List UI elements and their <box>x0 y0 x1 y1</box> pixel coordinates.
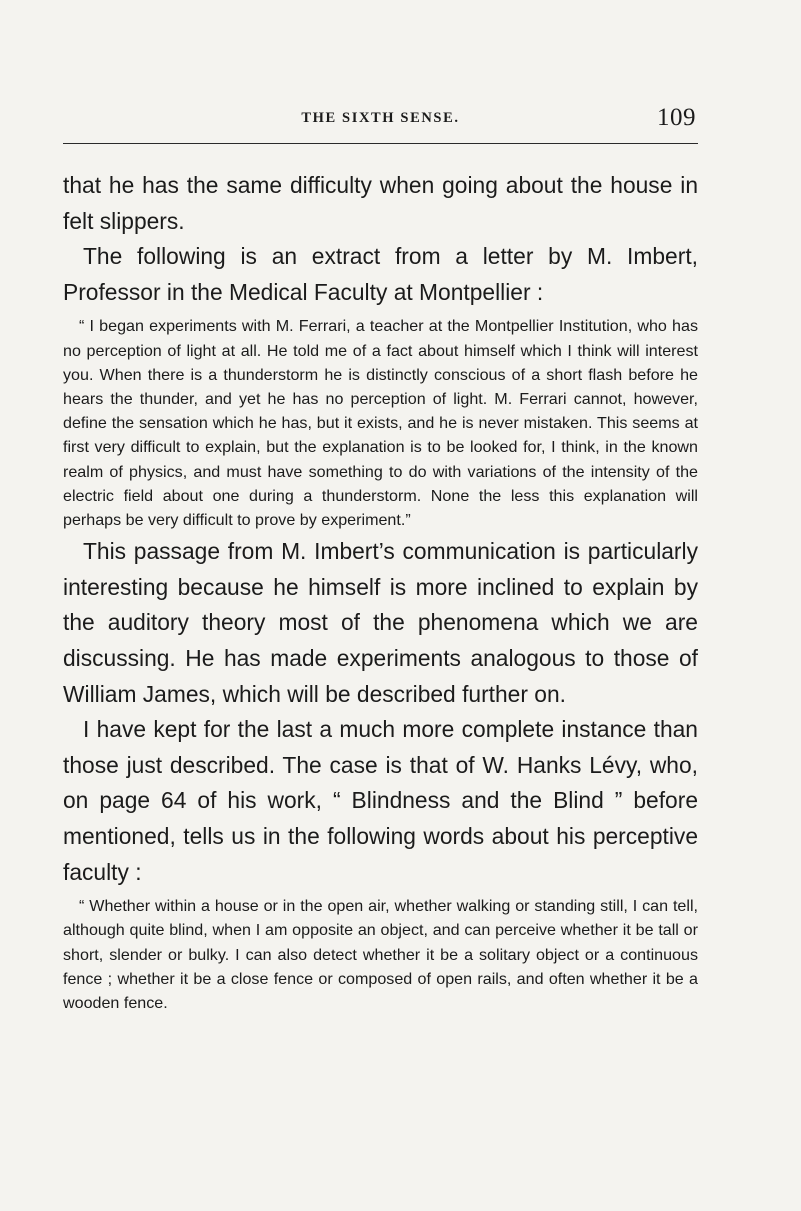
page-number: 109 <box>657 104 696 131</box>
paragraph-levy-intro: I have kept for the last a much more complete instance than those just described. The case is that of W. Hanks Lévy, who, on page 64 of his work, “ Blindness and the Blind ” before mentioned, tells us in the following words about his perceptive faculty : <box>63 716 698 885</box>
paragraph-letter-intro: The following is an extract from a letter by M. Imbert, Professor in the Medical Faculty at Montpellier : <box>63 243 698 305</box>
paragraph-continuation: that he has the same difficulty when going about the house in felt slippers. <box>63 172 698 234</box>
paragraph-imbert-commentary: This passage from M. Imbert’s communication is particularly interesting because he himself is more inclined to explain by the auditory theory most of the phenomena which we are discussing. He has made experiments analogous to those of William James, which will be described further on. <box>63 538 698 707</box>
running-title: THE SIXTH SENSE. <box>301 110 460 126</box>
running-head <box>63 104 698 140</box>
header-rule <box>63 143 698 144</box>
quote-levy: “ Whether within a house or in the open air, whether walking or standing still, I can tell, although quite blind, when I am opposite an object, and can perceive whether it be tall or short, slender or bulky. I can also detect whether it be a solitary object or a continuous fence ; whether it be a close fence or composed of open rails, and often whether it be a wooden fence. <box>63 897 698 1012</box>
quote-imbert-letter: “ I began experiments with M. Ferrari, a teacher at the Montpellier Institution, who has no perception of light at all. He told me of a fact about himself which I think will interest you. When there is a thunderstorm he is distinctly conscious of a short flash before he hears the thunder, and yet he has no perception of light. M. Ferrari cannot, however, define the sensation which he has, but it exists, and he is never mistaken. This seems at first very difficult to explain, but the explanation is to be looked for, I think, in the known realm of physics, and must have something to do with variations of the intensity of the electric field about one during a thunderstorm. None the less this explanation will perhaps be very difficult to prove by experiment.” <box>63 317 698 529</box>
book-page <box>63 104 698 1017</box>
